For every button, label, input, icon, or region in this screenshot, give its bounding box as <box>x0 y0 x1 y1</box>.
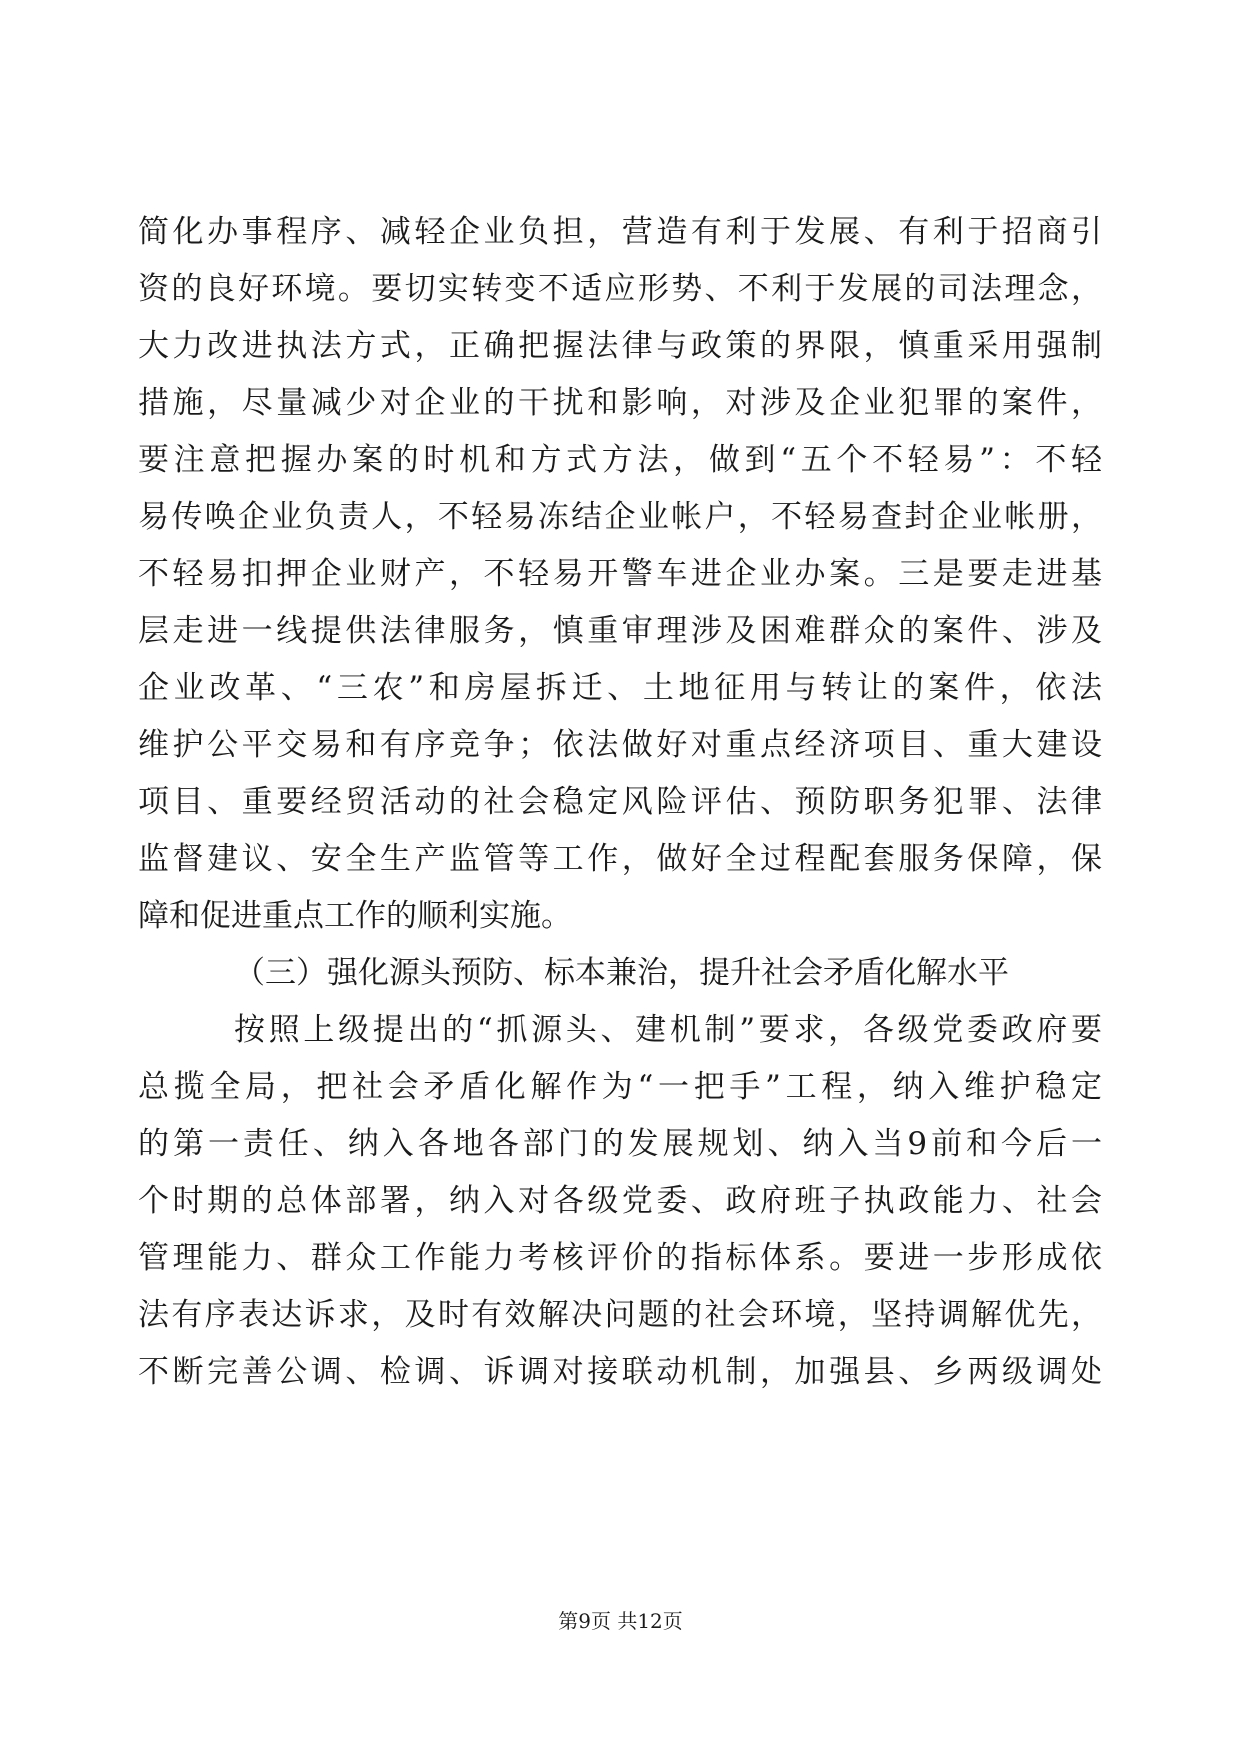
body-line: 法有序表达诉求，及时有效解决问题的社会环境，坚持调解优先， <box>138 1297 1102 1333</box>
body-line: 项目、重要经贸活动的社会稳定风险评估、预防职务犯罪、法律 <box>138 784 1102 820</box>
body-line: 监督建议、安全生产监管等工作，做好全过程配套服务保障，保 <box>138 841 1102 877</box>
body-line: 措施，尽量减少对企业的干扰和影响，对涉及企业犯罪的案件， <box>138 385 1102 421</box>
body-line: 维护公平交易和有序竞争；依法做好对重点经济项目、重大建设 <box>138 727 1102 763</box>
body-line: 简化办事程序、减轻企业负担，营造有利于发展、有利于招商引 <box>138 214 1102 250</box>
body-line: 要注意把握办案的时机和方式方法，做到“五个不轻易”：不轻 <box>138 442 1102 478</box>
body-line: 障和促进重点工作的顺利实施。 <box>138 898 572 934</box>
body-line: 管理能力、群众工作能力考核评价的指标体系。要进一步形成依 <box>138 1240 1102 1276</box>
body-line: 层走进一线提供法律服务，慎重审理涉及困难群众的案件、涉及 <box>138 613 1102 649</box>
body-line: 不轻易扣押企业财产，不轻易开警车进企业办案。三是要走进基 <box>138 556 1102 592</box>
body-line: 资的良好环境。要切实转变不适应形势、不利于发展的司法理念， <box>138 271 1102 307</box>
body-line: 不断完善公调、检调、诉调对接联动机制，加强县、乡两级调处 <box>138 1354 1102 1390</box>
body-line: 大力改进执法方式，正确把握法律与政策的界限，慎重采用强制 <box>138 328 1102 364</box>
body-line: 易传唤企业负责人，不轻易冻结企业帐户，不轻易查封企业帐册， <box>138 499 1102 535</box>
body-line: 个时期的总体部署，纳入对各级党委、政府班子执政能力、社会 <box>138 1183 1102 1219</box>
section-heading: （三）强化源头预防、标本兼治，提升社会矛盾化解水平 <box>234 955 1009 991</box>
page-footer: 第9页 共12页 <box>558 1609 683 1633</box>
body-line: 按照上级提出的“抓源头、建机制”要求，各级党委政府要 <box>234 1012 1102 1048</box>
body-line: 企业改革、“三农”和房屋拆迁、土地征用与转让的案件，依法 <box>138 670 1102 706</box>
body-line: 总揽全局，把社会矛盾化解作为“一把手”工程，纳入维护稳定 <box>138 1069 1102 1105</box>
body-line: 的第一责任、纳入各地各部门的发展规划、纳入当9前和今后一 <box>138 1126 1102 1162</box>
